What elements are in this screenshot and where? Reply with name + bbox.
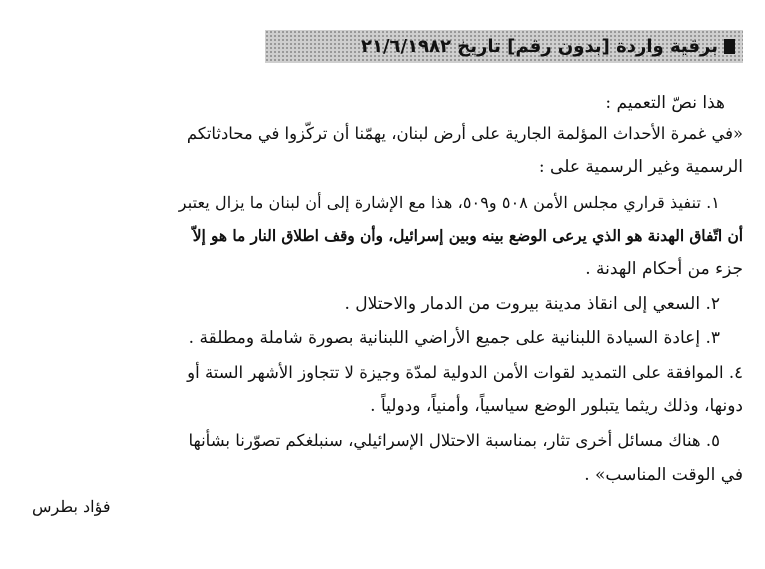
header-marker <box>724 39 735 54</box>
intro-line: هذا نصّ التعميم : <box>605 93 725 113</box>
item-3-line: ٣. إعادة السيادة اللبنانية على جميع الأراضي اللبنانية بصورة شاملة ومطلقة . <box>188 328 720 348</box>
telegram-header <box>265 30 743 63</box>
item-1-line-1: ١. تنفيذ قراري مجلس الأمن ٥٠٨ و٥٠٩، هذا مع الإشارة إلى أن لبنان ما يزال يعتبر <box>178 193 720 212</box>
item-2-line: ٢. السعي إلى انقاذ مدينة بيروت من الدمار والاحتلال . <box>344 294 720 314</box>
item-4-line-2: دونها، وذلك ريثما يتبلور الوضع سياسياً، وأمنياً، ودولياً . <box>370 396 743 416</box>
item-4-line-1: ٤. الموافقة على التمديد لقوات الأمن الدولية لمدّة وجيزة لا تتجاوز الأشهر الستة أو <box>187 363 743 382</box>
paragraph-1-line-1: «في غمرة الأحداث المؤلمة الجارية على أرض لبنان، يهمّنا أن تركّزوا في محادثاتكم <box>186 124 743 143</box>
item-1-line-3: جزء من أحكام الهدنة . <box>585 259 743 279</box>
paragraph-1-line-2: الرسمية وغير الرسمية على : <box>538 157 743 177</box>
signature: فؤاد بطرس <box>32 497 111 516</box>
item-5-line-1: ٥. هناك مسائل أخرى تثار، بمناسبة الاحتلال الإسرائيلي، سنبلغكم تصوّرنا بشأنها <box>188 431 720 450</box>
header-title: برقية واردة [بدون رقم] تاريخ ٢١/٦/١٩٨٢ <box>360 36 718 57</box>
item-1-line-2: أن اتّفاق الهدنة هو الذي يرعى الوضع بينه وبين إسرائيل، وأن وقف اطلاق النار ما هو إلاّ <box>192 227 743 245</box>
item-5-line-2: في الوقت المناسب» . <box>584 465 743 485</box>
